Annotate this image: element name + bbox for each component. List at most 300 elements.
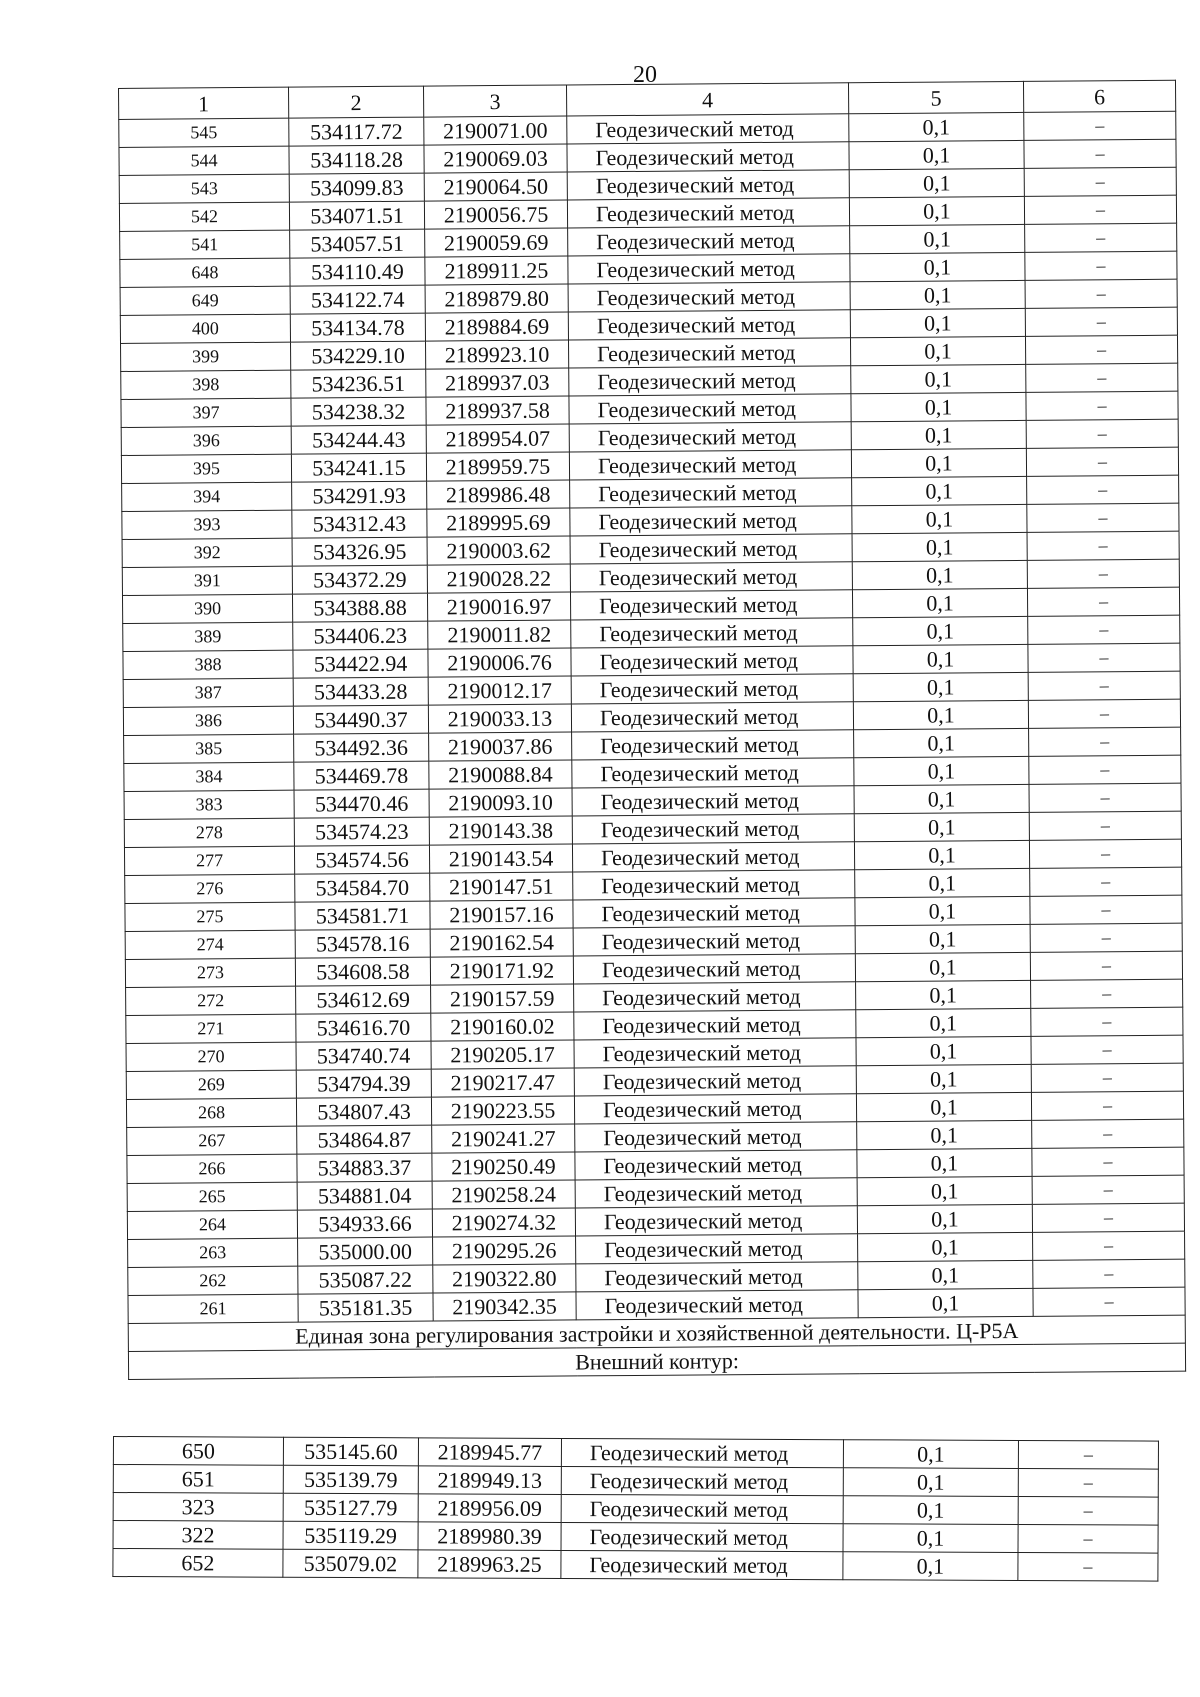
table-cell: 648 xyxy=(120,258,290,287)
table-cell: 650 xyxy=(113,1437,283,1466)
table-cell: 534118.28 xyxy=(289,145,424,174)
table-cell: 0,1 xyxy=(855,896,1030,925)
table-cell: Геодезический метод xyxy=(571,702,853,732)
table-cell: 269 xyxy=(126,1070,296,1099)
table-cell: – xyxy=(1031,979,1183,1008)
table-cell: 0,1 xyxy=(850,252,1025,281)
table-cell: 397 xyxy=(121,398,291,427)
table-cell: 277 xyxy=(124,846,294,875)
table-cell: 2189937.58 xyxy=(426,396,569,425)
table-cell: 276 xyxy=(125,874,295,903)
table-cell: 534881.04 xyxy=(297,1181,432,1210)
table-cell: 2190093.10 xyxy=(429,788,572,817)
table-cell: 534864.87 xyxy=(297,1125,432,1154)
table-cell: 534584.70 xyxy=(295,873,430,902)
table-cell: 384 xyxy=(124,762,294,791)
table-cell: – xyxy=(1018,1496,1158,1525)
table-cell: Геодезический метод xyxy=(571,618,853,648)
table-cell: 535145.60 xyxy=(283,1437,418,1466)
table-cell: 322 xyxy=(113,1521,283,1550)
table-cell: 272 xyxy=(126,986,296,1015)
table-cell: Геодезический метод xyxy=(568,226,850,256)
table-cell: Геодезический метод xyxy=(570,478,852,508)
table-cell: 392 xyxy=(122,538,292,567)
table-cell: 0,1 xyxy=(851,420,1026,449)
table-cell: 651 xyxy=(113,1465,283,1494)
table-cell: 534933.66 xyxy=(297,1209,432,1238)
table-cell: – xyxy=(1025,307,1177,336)
table-cell: – xyxy=(1032,1203,1184,1232)
table-cell: 2190088.84 xyxy=(429,760,572,789)
table-cell: 2190006.76 xyxy=(428,648,571,677)
table-cell: 0,1 xyxy=(843,1468,1018,1497)
table-cell: Геодезический метод xyxy=(568,338,850,368)
table-cell: – xyxy=(1030,867,1182,896)
table-cell: 391 xyxy=(122,566,292,595)
table-cell: 0,1 xyxy=(854,812,1029,841)
table-cell: – xyxy=(1031,1035,1183,1064)
table-cell: 2190143.54 xyxy=(429,844,572,873)
table-cell: 0,1 xyxy=(857,1204,1032,1233)
table-cell: 534122.74 xyxy=(290,285,425,314)
header-cell: 1 xyxy=(119,87,289,119)
table-cell: 543 xyxy=(119,174,289,203)
table-cell: 534236.51 xyxy=(291,369,426,398)
table-cell: 0,1 xyxy=(850,280,1025,309)
table-cell: 394 xyxy=(122,482,292,511)
table-cell: 0,1 xyxy=(855,952,1030,981)
section-title: Единая зона регулирования застройки и хозяйственной деятельности. Ц-Р5А xyxy=(128,1315,1185,1351)
table-cell: 0,1 xyxy=(849,196,1024,225)
table-cell: 0,1 xyxy=(843,1552,1018,1581)
table-cell: 534794.39 xyxy=(296,1069,431,1098)
table-cell: – xyxy=(1018,1468,1158,1497)
table-cell: 535139.79 xyxy=(283,1465,418,1494)
table-cell: 534578.16 xyxy=(295,929,430,958)
table-cell: 534469.78 xyxy=(294,761,429,790)
table-cell: 264 xyxy=(127,1210,297,1239)
table-cell: 274 xyxy=(125,930,295,959)
table-cell: 0,1 xyxy=(858,1288,1033,1317)
table-cell: 273 xyxy=(125,958,295,987)
table-cell: 0,1 xyxy=(850,308,1025,337)
table-cell: 2190342.35 xyxy=(433,1292,576,1321)
table-cell: 0,1 xyxy=(854,756,1029,785)
coordinates-table xyxy=(118,80,1186,1380)
table-cell: – xyxy=(1025,335,1177,364)
table-cell: 534406.23 xyxy=(293,621,428,650)
table-cell: 534490.37 xyxy=(293,705,428,734)
table-cell: 535119.29 xyxy=(283,1521,418,1550)
table-cell: 0,1 xyxy=(855,924,1030,953)
table-cell: 2190160.02 xyxy=(431,1012,574,1041)
table-cell: 2190037.86 xyxy=(429,732,572,761)
table-cell: 2190012.17 xyxy=(428,676,571,705)
table-cell: Геодезический метод xyxy=(571,646,853,676)
table-cell: 0,1 xyxy=(854,728,1029,757)
table-cell: 267 xyxy=(127,1126,297,1155)
table-cell: Геодезический метод xyxy=(575,1178,857,1208)
table-cell: 0,1 xyxy=(849,168,1024,197)
table-cell: Геодезический метод xyxy=(568,310,850,340)
table-cell: Геодезический метод xyxy=(569,394,851,424)
table-cell: 0,1 xyxy=(856,980,1031,1009)
table-cell: 534807.43 xyxy=(296,1097,431,1126)
table-cell: 0,1 xyxy=(843,1440,1018,1469)
table-cell: 2190069.03 xyxy=(424,144,567,173)
table-cell: 544 xyxy=(119,146,289,175)
table-cell: Геодезический метод xyxy=(573,898,855,928)
table-cell: 0,1 xyxy=(855,868,1030,897)
header-cell: 2 xyxy=(288,86,423,118)
table-cell: 2190147.51 xyxy=(430,872,573,901)
table-cell: – xyxy=(1027,559,1179,588)
table-cell: 2190274.32 xyxy=(432,1208,575,1237)
table-cell: 0,1 xyxy=(856,1092,1031,1121)
table-cell: 0,1 xyxy=(857,1176,1032,1205)
table-cell: Геодезический метод xyxy=(575,1122,857,1152)
table-cell: 534238.32 xyxy=(291,397,426,426)
table-cell: – xyxy=(1018,1524,1158,1553)
table-cell: 2189923.10 xyxy=(425,340,568,369)
table-cell: 534057.51 xyxy=(290,229,425,258)
table-cell: – xyxy=(1029,783,1181,812)
table-cell: Геодезический метод xyxy=(569,366,851,396)
table-cell: Геодезический метод xyxy=(573,954,855,984)
table-cell: 535087.22 xyxy=(298,1265,433,1294)
table-cell: – xyxy=(1024,111,1176,140)
table-cell: 2190011.82 xyxy=(428,620,571,649)
table-cell: 2190071.00 xyxy=(424,116,567,145)
table-cell: 2190157.59 xyxy=(431,984,574,1013)
table-cell: 649 xyxy=(120,286,290,315)
table-cell: 534291.93 xyxy=(292,481,427,510)
table-cell: Геодезический метод xyxy=(576,1262,858,1292)
table-cell: 0,1 xyxy=(851,448,1026,477)
table-cell: Геодезический метод xyxy=(574,1094,856,1124)
table-cell: 0,1 xyxy=(857,1120,1032,1149)
table-cell: 652 xyxy=(113,1549,283,1578)
table-cell: Геодезический метод xyxy=(569,422,851,452)
header-cell: 5 xyxy=(848,81,1023,113)
table-cell: 2190056.75 xyxy=(424,200,567,229)
table-row xyxy=(113,1549,1158,1582)
table-cell: 270 xyxy=(126,1042,296,1071)
table-cell: – xyxy=(1032,1147,1184,1176)
table-cell: Геодезический метод xyxy=(561,1522,843,1551)
table-cell: 383 xyxy=(124,790,294,819)
table-cell: 278 xyxy=(124,818,294,847)
table-cell: 2189959.75 xyxy=(426,452,569,481)
table-cell: 0,1 xyxy=(858,1232,1033,1261)
table-cell: 534388.88 xyxy=(292,593,427,622)
table-cell: 2189954.07 xyxy=(426,424,569,453)
table-cell: Геодезический метод xyxy=(572,730,854,760)
table-cell: Геодезический метод xyxy=(574,982,856,1012)
table-cell: 534312.43 xyxy=(292,509,427,538)
table-cell: Геодезический метод xyxy=(573,870,855,900)
table-cell: 0,1 xyxy=(851,392,1026,421)
table-cell: 2189884.69 xyxy=(425,312,568,341)
table-cell: 2190003.62 xyxy=(427,536,570,565)
table-cell: 0,1 xyxy=(843,1496,1018,1525)
table-cell: – xyxy=(1032,1175,1184,1204)
table-cell: 0,1 xyxy=(850,224,1025,253)
table-cell: – xyxy=(1025,223,1177,252)
table-cell: Геодезический метод xyxy=(568,282,850,312)
table-cell: 2189945.77 xyxy=(418,1438,561,1467)
table-cell: – xyxy=(1018,1552,1158,1581)
table-cell: 534244.43 xyxy=(291,425,426,454)
table-cell: 399 xyxy=(121,342,291,371)
table-cell: – xyxy=(1026,419,1178,448)
table-cell: Геодезический метод xyxy=(572,842,854,872)
table-cell: 534241.15 xyxy=(291,453,426,482)
table-cell: – xyxy=(1032,1119,1184,1148)
table-cell: 2189995.69 xyxy=(427,508,570,537)
table-cell: 389 xyxy=(123,622,293,651)
table-cell: – xyxy=(1031,1063,1183,1092)
table-cell: 2190250.49 xyxy=(432,1152,575,1181)
table-cell: 534608.58 xyxy=(295,957,430,986)
table-cell: – xyxy=(1028,615,1180,644)
table-cell: Геодезический метод xyxy=(569,450,851,480)
table-cell: 0,1 xyxy=(849,112,1024,141)
table-cell: 0,1 xyxy=(856,1064,1031,1093)
table-cell: 542 xyxy=(119,202,289,231)
table-cell: – xyxy=(1029,727,1181,756)
table-cell: – xyxy=(1027,475,1179,504)
table-cell: 0,1 xyxy=(854,784,1029,813)
table-cell: 535079.02 xyxy=(283,1549,418,1578)
table-cell: – xyxy=(1033,1231,1185,1260)
table-cell: 271 xyxy=(126,1014,296,1043)
table-cell: 534134.78 xyxy=(290,313,425,342)
table-cell: Геодезический метод xyxy=(576,1290,858,1320)
table-cell: 535127.79 xyxy=(283,1493,418,1522)
table-cell: – xyxy=(1033,1259,1185,1288)
section-subtitle: Внешний контур: xyxy=(128,1343,1185,1379)
table-cell: 2190205.17 xyxy=(431,1040,574,1069)
table-cell: 2189937.03 xyxy=(426,368,569,397)
table-cell: – xyxy=(1027,531,1179,560)
table-cell: Геодезический метод xyxy=(570,534,852,564)
table-cell: 2189963.25 xyxy=(418,1550,561,1579)
table-cell: – xyxy=(1025,279,1177,308)
table-cell: 396 xyxy=(121,426,291,455)
table-cell: Геодезический метод xyxy=(561,1466,843,1495)
table-cell: 534470.46 xyxy=(294,789,429,818)
page-number: 20 xyxy=(633,62,657,88)
table-cell: – xyxy=(1031,1007,1183,1036)
table-cell: 2190258.24 xyxy=(432,1180,575,1209)
table-cell: 534422.94 xyxy=(293,649,428,678)
table-cell: 2190322.80 xyxy=(433,1264,576,1293)
table-cell: Геодезический метод xyxy=(567,198,849,228)
table-row xyxy=(113,1521,1158,1554)
table-cell: 0,1 xyxy=(856,1008,1031,1037)
table-cell: Геодезический метод xyxy=(567,170,849,200)
header-cell: 3 xyxy=(423,85,566,117)
table-cell: Геодезический метод xyxy=(561,1438,843,1467)
table-cell: 2190059.69 xyxy=(425,228,568,257)
table-cell: Геодезический метод xyxy=(561,1494,843,1523)
table-cell: 393 xyxy=(122,510,292,539)
table-cell: – xyxy=(1026,363,1178,392)
table-cell: 2189949.13 xyxy=(418,1466,561,1495)
table-cell: – xyxy=(1028,671,1180,700)
table-cell: – xyxy=(1030,923,1182,952)
table-cell: 0,1 xyxy=(858,1260,1033,1289)
table-cell: 0,1 xyxy=(853,700,1028,729)
table-cell: – xyxy=(1028,643,1180,672)
table-cell: – xyxy=(1024,167,1176,196)
table-cell: 2190162.54 xyxy=(430,928,573,957)
table-cell: 2190143.38 xyxy=(429,816,572,845)
table-cell: 2190217.47 xyxy=(431,1068,574,1097)
table-cell: – xyxy=(1025,251,1177,280)
table-cell: Геодезический метод xyxy=(574,1038,856,1068)
table-cell: Геодезический метод xyxy=(572,814,854,844)
table-cell: 2189986.48 xyxy=(427,480,570,509)
table-cell: Геодезический метод xyxy=(567,114,849,144)
table-cell: 2189980.39 xyxy=(418,1522,561,1551)
header-cell: 6 xyxy=(1023,80,1175,112)
table-cell: 266 xyxy=(127,1154,297,1183)
table-cell: Геодезический метод xyxy=(575,1150,857,1180)
table-cell: 535181.35 xyxy=(298,1293,433,1322)
table-cell: 262 xyxy=(128,1266,298,1295)
table-cell: Геодезический метод xyxy=(572,786,854,816)
table-cell: Геодезический метод xyxy=(571,674,853,704)
table-cell: 0,1 xyxy=(853,644,1028,673)
table-cell: 534326.95 xyxy=(292,537,427,566)
table-cell: 534117.72 xyxy=(289,117,424,146)
table-cell: – xyxy=(1029,811,1181,840)
table-cell: 2190171.92 xyxy=(430,956,573,985)
table-cell: Геодезический метод xyxy=(561,1550,843,1579)
table-cell: 0,1 xyxy=(852,476,1027,505)
table-cell: 0,1 xyxy=(851,364,1026,393)
table-cell: 534071.51 xyxy=(289,201,424,230)
table-cell: 268 xyxy=(126,1098,296,1127)
table-cell: 0,1 xyxy=(856,1036,1031,1065)
table-cell: 0,1 xyxy=(857,1148,1032,1177)
table-row xyxy=(113,1493,1158,1526)
table-cell: 0,1 xyxy=(853,672,1028,701)
table-cell: – xyxy=(1030,951,1182,980)
table-cell: 535000.00 xyxy=(298,1237,433,1266)
table-cell: – xyxy=(1027,503,1179,532)
table-cell: 0,1 xyxy=(849,140,1024,169)
table-cell: 2190295.26 xyxy=(433,1236,576,1265)
table-cell: 261 xyxy=(128,1294,298,1323)
table-cell: 541 xyxy=(120,230,290,259)
table-cell: 534492.36 xyxy=(294,733,429,762)
table-cell: Геодезический метод xyxy=(570,506,852,536)
table-cell: – xyxy=(1029,755,1181,784)
table-cell: 534740.74 xyxy=(296,1041,431,1070)
table-cell: 534433.28 xyxy=(293,677,428,706)
table-cell: 2189956.09 xyxy=(418,1494,561,1523)
table-cell: 2190016.97 xyxy=(427,592,570,621)
table-cell: Геодезический метод xyxy=(575,1206,857,1236)
table-cell: 395 xyxy=(121,454,291,483)
table-cell: 323 xyxy=(113,1493,283,1522)
table-cell: 2190028.22 xyxy=(427,564,570,593)
table-cell: 534229.10 xyxy=(291,341,426,370)
table-cell: 534574.56 xyxy=(294,845,429,874)
table-cell: – xyxy=(1033,1287,1185,1316)
table-cell: 2189879.80 xyxy=(425,284,568,313)
table-cell: 0,1 xyxy=(853,616,1028,645)
table-cell: 386 xyxy=(123,706,293,735)
table-cell: 534612.69 xyxy=(296,985,431,1014)
table-cell: 534581.71 xyxy=(295,901,430,930)
table-cell: 534574.23 xyxy=(294,817,429,846)
table-cell: – xyxy=(1030,895,1182,924)
table-cell: 0,1 xyxy=(850,336,1025,365)
table-cell: – xyxy=(1024,139,1176,168)
table-cell: 400 xyxy=(120,314,290,343)
table-cell: 0,1 xyxy=(852,560,1027,589)
table-cell: 0,1 xyxy=(852,504,1027,533)
table-cell: 534372.29 xyxy=(292,565,427,594)
table-cell: 2190223.55 xyxy=(431,1096,574,1125)
table-cell: 2190064.50 xyxy=(424,172,567,201)
table-cell: 385 xyxy=(124,734,294,763)
table-cell: – xyxy=(1028,699,1180,728)
table-cell: 2190157.16 xyxy=(430,900,573,929)
table-cell: 534883.37 xyxy=(297,1153,432,1182)
table-cell: 534616.70 xyxy=(296,1013,431,1042)
table-cell: – xyxy=(1026,391,1178,420)
table-cell: 2190033.13 xyxy=(428,704,571,733)
table-cell: – xyxy=(1031,1091,1183,1120)
table-cell: 545 xyxy=(119,118,289,147)
table-cell: 0,1 xyxy=(843,1524,1018,1553)
table-cell: 0,1 xyxy=(852,588,1027,617)
table-cell: Геодезический метод xyxy=(570,562,852,592)
table-row xyxy=(113,1465,1158,1498)
header-cell: 4 xyxy=(566,83,848,116)
table-cell: 2190241.27 xyxy=(432,1124,575,1153)
table-cell: Геодезический метод xyxy=(572,758,854,788)
table-cell: Геодезический метод xyxy=(574,1010,856,1040)
table-cell: Геодезический метод xyxy=(567,142,849,172)
table-cell: Геодезический метод xyxy=(570,590,852,620)
table-cell: 388 xyxy=(123,650,293,679)
table-cell: 387 xyxy=(123,678,293,707)
table-cell: – xyxy=(1018,1440,1158,1469)
table-cell: Геодезический метод xyxy=(574,1066,856,1096)
outer-contour-table xyxy=(112,1436,1159,1582)
table-cell: Геодезический метод xyxy=(568,254,850,284)
table-cell: 275 xyxy=(125,902,295,931)
table-cell: 263 xyxy=(128,1238,298,1267)
table-cell: – xyxy=(1027,587,1179,616)
table-cell: 534099.83 xyxy=(289,173,424,202)
table-cell: Геодезический метод xyxy=(573,926,855,956)
table-cell: 0,1 xyxy=(854,840,1029,869)
table-cell: 534110.49 xyxy=(290,257,425,286)
table-cell: – xyxy=(1024,195,1176,224)
table-cell: 398 xyxy=(121,370,291,399)
table-row xyxy=(113,1437,1158,1470)
table-cell: – xyxy=(1026,447,1178,476)
table-cell: – xyxy=(1029,839,1181,868)
table-cell: 390 xyxy=(122,594,292,623)
